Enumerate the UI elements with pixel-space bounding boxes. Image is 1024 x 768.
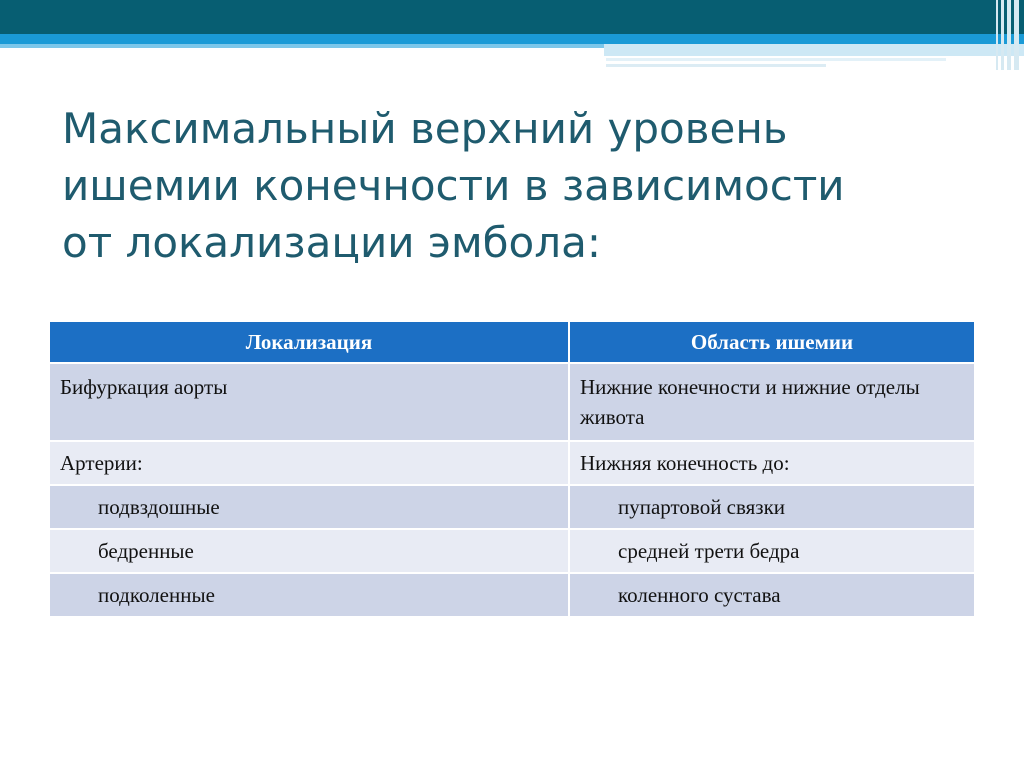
column-header-localization: Локализация xyxy=(49,321,569,363)
table-cell: бедренные xyxy=(49,529,569,573)
table-row xyxy=(49,441,975,485)
title-line: Максимальный верхний уровень xyxy=(62,104,788,153)
table-cell: подвздошные xyxy=(49,485,569,529)
table-cell: средней трети бедра xyxy=(569,529,975,573)
title-line: ишемии конечности в зависимости xyxy=(62,161,845,210)
column-header-ischemia-area: Область ишемии xyxy=(569,321,975,363)
vertical-bar xyxy=(1014,0,1019,70)
table-row xyxy=(49,573,975,617)
table-header-row xyxy=(49,321,975,363)
slide-title xyxy=(62,100,962,271)
header-thin-stripe xyxy=(606,64,826,67)
table-cell: Нижняя конечность до: xyxy=(569,441,975,485)
vertical-bar xyxy=(996,0,998,70)
table-row xyxy=(49,529,975,573)
vertical-bar xyxy=(1001,0,1004,70)
header-light-stripe xyxy=(0,44,604,48)
header-vertical-bars xyxy=(994,0,1024,70)
header-thin-stripe xyxy=(606,58,946,61)
title-line: от локализации эмбола: xyxy=(62,218,601,267)
table-cell: подколенные xyxy=(49,573,569,617)
header-light-stripe-right xyxy=(604,44,1024,56)
header-band xyxy=(0,0,1024,34)
vertical-bar xyxy=(1007,0,1011,70)
table-cell: Артерии: xyxy=(49,441,569,485)
table-cell: коленного сустава xyxy=(569,573,975,617)
table-cell: Бифуркация аорты xyxy=(49,363,569,441)
ischemia-table xyxy=(48,320,976,618)
table-cell: Нижние конечности и нижние отделы живота xyxy=(569,363,975,441)
table-row xyxy=(49,363,975,441)
table-cell: пупартовой связки xyxy=(569,485,975,529)
table-row xyxy=(49,485,975,529)
header-accent-band xyxy=(0,34,1024,44)
